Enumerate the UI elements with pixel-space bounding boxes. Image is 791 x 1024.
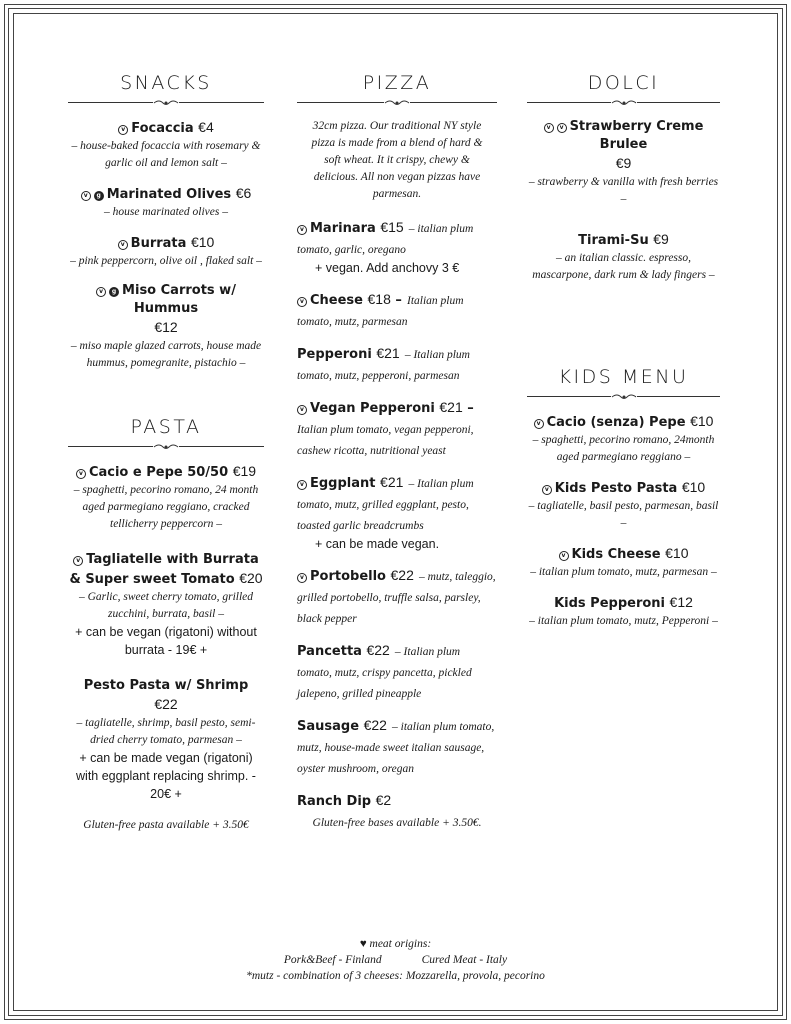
item-extra: + vegan. Add anchovy 3 € — [315, 261, 460, 275]
item-price: €21 — [380, 474, 404, 490]
pizza-intro: 32cm pizza. Our traditional NY style pizza is made from a blend of hard & soft wheat. It it crispy, chewy & delicious. All non vegan pizzas have parmesan. — [311, 120, 483, 200]
vegan-icon: v — [297, 225, 307, 235]
vegan-icon: v — [81, 191, 91, 201]
item-name: Kids Pepperoni — [554, 596, 666, 611]
menu-item — [527, 230, 720, 284]
item-description: – spaghetti, pecorino romano, 24month aged parmegiano reggiano – — [532, 434, 715, 463]
ornament-divider — [297, 98, 497, 108]
gluten-free-icon: g — [109, 287, 119, 297]
item-name: Miso Carrots w/ Hummus — [122, 283, 236, 316]
item-description: – an italian classic. espresso, mascarpone, dark rum & lady fingers – — [532, 252, 715, 281]
item-price: €21 — [376, 345, 400, 361]
vegetarian-icon: v — [76, 469, 86, 479]
menu-item — [68, 184, 264, 221]
item-name: Pepperoni — [297, 347, 372, 362]
item-description: – italian plum tomato, mutz, Pepperoni – — [529, 615, 718, 627]
item-description: – italian plum tomato, mutz, parmesan – — [530, 566, 717, 578]
item-description: – tagliatelle, basil pesto, parmesan, basil – — [528, 500, 719, 529]
item-description: Italian plum tomato, vegan pepperoni, cashew ricotta, nutritional yeast — [297, 424, 474, 457]
item-price: €20 — [239, 570, 263, 586]
item-name: Tagliatelle with Burrata & Super sweet Tomato — [69, 552, 259, 587]
item-price: €6 — [235, 185, 252, 201]
menu-item — [68, 118, 264, 172]
vegetarian-icon: v — [118, 240, 128, 250]
item-price: €22 — [390, 567, 414, 583]
gluten-free-icon: g — [94, 191, 104, 201]
ornament-divider — [68, 98, 264, 108]
item-price: €10 — [681, 479, 706, 495]
menu-item — [297, 565, 497, 628]
vegetarian-icon: v — [559, 551, 569, 561]
item-description: – mutz, taleggio, grilled portobello, truffle salsa, parsley, black pepper — [297, 571, 496, 625]
item-description: – house-baked focaccia with rosemary & garlic oil and lemon salt – — [71, 140, 261, 169]
gluten-free-note: Gluten-free bases available + 3.50€. — [312, 817, 482, 829]
menu-item — [68, 677, 264, 803]
item-description: – pink peppercorn, olive oil , flaked salt – — [70, 255, 262, 267]
ornament-divider — [527, 98, 720, 108]
item-price: €10 — [690, 413, 714, 429]
vegetarian-icon: v — [297, 573, 307, 583]
menu-item — [297, 790, 497, 811]
vegetarian-icon: v — [542, 485, 552, 495]
item-price: €9 — [615, 155, 632, 171]
footer-notes — [0, 936, 791, 984]
item-price: €12 — [154, 319, 178, 335]
item-name: Cacio (senza) Pepe — [546, 415, 686, 430]
vegan-icon: v — [544, 123, 554, 133]
section-title-dolci: DOLCI — [587, 72, 660, 94]
item-description: – house marinated olives – — [104, 206, 228, 218]
item-extra: + can be made vegan. — [315, 537, 440, 551]
menu-item — [527, 478, 720, 532]
menu-item — [297, 472, 497, 553]
ornament-divider — [68, 442, 264, 452]
column-right — [527, 70, 720, 642]
item-description: – strawberry & vanilla with fresh berries – — [528, 176, 719, 205]
menu-item — [527, 412, 720, 466]
menu-item — [297, 217, 497, 277]
column-center — [297, 70, 497, 832]
origin-pork-beef: Pork&Beef - Finland — [283, 954, 382, 966]
item-price: €10 — [190, 234, 215, 250]
item-vegan-option: + can be vegan (rigatoni) without burrata - 19€ + — [75, 625, 257, 657]
item-description: – Italian plum tomato, mutz, grilled eggplant, pesto, toasted garlic breadcrumbs — [297, 478, 474, 532]
item-price: €2 — [375, 792, 392, 808]
vegetarian-icon: v — [534, 419, 544, 429]
item-name: Focaccia — [131, 121, 194, 136]
menu-item — [297, 715, 497, 778]
item-name: Kids Cheese — [571, 547, 661, 562]
vegetarian-icon: v — [557, 123, 567, 133]
meat-origins-heading: ♥ meat origins: — [359, 938, 432, 950]
item-description: – Garlic, sweet cherry tomato, grilled zucchini, burrata, basil – — [78, 591, 254, 620]
column-left — [68, 70, 264, 834]
item-description: – tagliatelle, shrimp, basil pesto, semi-dried cherry tomato, parmesan – — [76, 717, 256, 746]
item-vegan-option: + can be made vegan (rigatoni) with eggplant replacing shrimp. - 20€ + — [76, 751, 256, 801]
item-name: Vegan Pepperoni — [310, 401, 435, 416]
menu-item — [527, 593, 720, 630]
vegan-icon: v — [297, 405, 307, 415]
item-name: Burrata — [130, 236, 187, 251]
item-name: Eggplant — [310, 476, 376, 491]
item-description: – Italian plum tomato, mutz, pepperoni, parmesan — [297, 349, 470, 382]
mutz-note: *mutz - combination of 3 cheeses: Mozzarella, provola, pecorino — [246, 970, 545, 982]
item-name: Cacio e Pepe 50/50 — [88, 465, 229, 480]
section-title-pizza: PIZZA — [362, 72, 432, 94]
menu-item — [68, 462, 264, 533]
section-title-kids: KIDS MENU — [558, 366, 689, 388]
item-name: Strawberry Creme Brulee — [569, 119, 704, 152]
item-name: Sausage — [297, 719, 360, 734]
item-description: – miso maple glazed carrots, house made hummus, pomegranite, pistachio – — [70, 340, 262, 369]
item-price: €10 — [665, 545, 689, 561]
item-name: Tirami-Su — [578, 233, 649, 248]
item-name: Ranch Dip — [297, 794, 372, 809]
item-description: – Italian plum tomato, mutz, crispy pancetta, pickled jalepeno, grilled pineapple — [297, 646, 472, 700]
item-name: Kids Pesto Pasta — [554, 481, 678, 496]
item-description: Italian plum tomato, mutz, parmesan — [297, 295, 464, 328]
menu-item — [68, 233, 264, 270]
item-name: Pancetta — [297, 644, 362, 659]
item-price: €22 — [366, 642, 390, 658]
item-price: €18 — [367, 291, 391, 307]
section-title-snacks: SNACKS — [120, 72, 212, 94]
vegetarian-icon: v — [73, 556, 83, 566]
item-price: €22 — [363, 717, 387, 733]
ornament-divider — [527, 392, 720, 402]
menu-item — [68, 551, 264, 659]
item-price: €21 — [439, 399, 463, 415]
item-description: – italian plum tomato, garlic, oregano — [297, 223, 474, 256]
vegetarian-icon: v — [297, 480, 307, 490]
menu-item — [297, 640, 497, 703]
item-description: – spaghetti, pecorino romano, 24 month aged parmegiano reggiano, cracked tellicherry peppercorn – — [73, 484, 259, 530]
menu-item — [527, 118, 720, 208]
item-name: Cheese — [310, 293, 363, 308]
origin-cured-meat: Cured Meat - Italy — [421, 954, 508, 966]
item-price: €19 — [232, 463, 257, 479]
item-price: €12 — [669, 594, 693, 610]
gluten-free-note: Gluten-free pasta available + 3.50€ — [83, 819, 249, 831]
item-name: Portobello — [310, 569, 386, 584]
vegetarian-icon: v — [297, 297, 307, 307]
item-name: Marinated Olives — [106, 187, 232, 202]
section-title-pasta: PASTA — [130, 416, 202, 438]
vegan-icon: v — [118, 125, 128, 135]
item-name: Marinara — [310, 221, 376, 236]
vegan-icon: v — [96, 287, 106, 297]
item-description: – italian plum tomato, mutz, house-made sweet italian sausage, oyster mushroom, oregan — [297, 721, 495, 775]
menu-item: v Vegan Pepperoni €21 – Italian plum tomato, vegan pepperoni, cashew ricotta, nutritional yeast — [297, 399, 474, 457]
item-name: Pesto Pasta w/ Shrimp — [83, 678, 249, 693]
item-price: €15 — [380, 219, 404, 235]
item-price: €9 — [653, 231, 669, 247]
item-price: €22 — [154, 696, 178, 712]
menu-item — [527, 544, 720, 581]
item-price: €4 — [198, 119, 214, 135]
menu-item: v Cheese €18 – Italian plum tomato, mutz, parmesan — [297, 291, 464, 328]
menu-item — [68, 282, 264, 372]
menu-item — [297, 343, 497, 385]
